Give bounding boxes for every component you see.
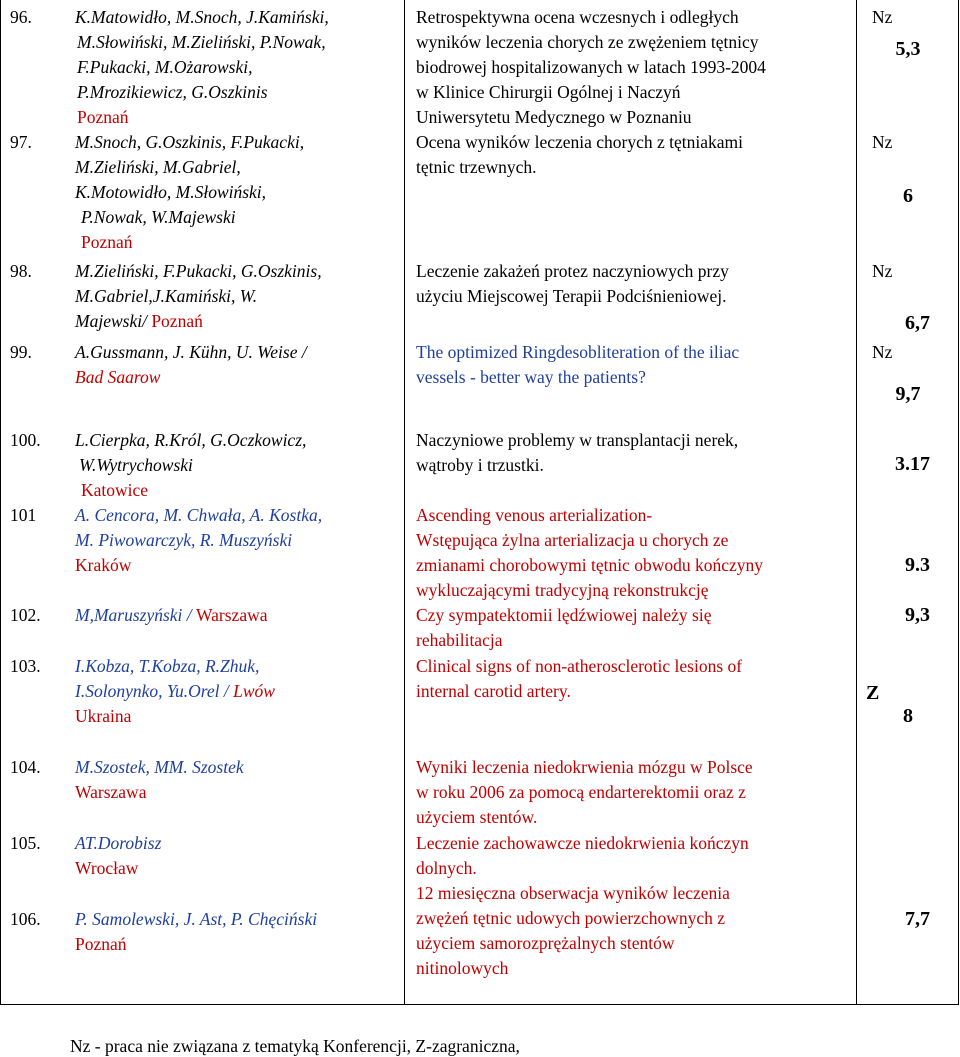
column-divider	[856, 0, 857, 1005]
row-number: 101	[10, 505, 37, 525]
score	[858, 907, 958, 932]
authors: A. Cencora, M. Chwała, A. Kostka, M. Piwowarczyk, R. Muszyński Kraków	[75, 503, 400, 578]
authors: P. Samolewski, J. Ast, P. Chęciński Poznań	[75, 907, 400, 957]
score	[858, 654, 958, 729]
score-value: 6,7	[905, 312, 930, 334]
score-value: 8	[903, 705, 913, 727]
location: Kraków	[75, 555, 132, 575]
paper-title: Ascending venous arterialization- Wstępująca żylna arterializacja u chorych ze zmianami chorobowymi tętnic obwodu kończyny wykluczającymi tradycyjną rekonstrukcję	[416, 505, 764, 600]
score-value: 7,7	[905, 908, 930, 930]
score	[858, 428, 958, 477]
location: Warszawa	[75, 782, 147, 802]
location: Wrocław	[75, 858, 139, 878]
footnote: Nz - praca nie związana z tematyką Konferencji, Z-zagraniczna,	[70, 1036, 520, 1056]
paper-title: Naczyniowe problemy w transplantacji nerek, wątroby i trzustki.	[416, 430, 739, 475]
category-tag: Nz	[872, 342, 893, 362]
row-number: 105.	[10, 833, 41, 853]
location: Warszawa	[196, 605, 268, 625]
row-number: 102.	[10, 605, 41, 625]
category-tag: Z	[866, 682, 880, 704]
location-country: Ukraina	[75, 706, 132, 726]
authors: M.Szostek, MM. Szostek Warszawa	[75, 755, 400, 805]
row-number: 103.	[10, 656, 41, 676]
score-value: 9.3	[905, 554, 930, 576]
location: Katowice	[81, 480, 149, 500]
row-number: 104.	[10, 757, 41, 777]
paper-title: Czy sympatektomii lędźwiowej należy się rehabilitacja	[416, 605, 712, 650]
score-value: 6	[903, 185, 913, 207]
category-tag: Nz	[872, 7, 893, 27]
table-border-bottom	[0, 1004, 959, 1005]
score	[858, 603, 958, 628]
paper-title: Wyniki leczenia niedokrwienia mózgu w Polsce w roku 2006 za pomocą endarterektomii oraz z użyciem stentów.	[416, 757, 753, 827]
authors: A.Gussmann, J. Kühn, U. Weise / Bad Saarow	[75, 340, 400, 390]
score	[858, 340, 958, 407]
location: Bad Saarow	[75, 367, 161, 387]
row-number: 96.	[10, 7, 32, 27]
authors: K.Matowidło, M.Snoch, J.Kamiński, M.Słowiński, M.Zieliński, P.Nowak, F.Pukacki, M.Ożarowski, P.Mrozikiewicz, G.Oszkinis Poznań	[75, 5, 400, 130]
authors: I.Kobza, T.Kobza, R.Zhuk, I.Solonynko, Yu.Orel / Lwów Ukraina	[75, 654, 400, 729]
row-number: 100.	[10, 430, 41, 450]
location: Poznań	[77, 107, 129, 127]
location: Poznań	[151, 311, 203, 331]
authors: M,Maruszyński / Warszawa	[75, 605, 268, 625]
paper-title: Clinical signs of non-atherosclerotic lesions of internal carotid artery.	[416, 656, 743, 701]
location: Lwów	[233, 681, 275, 701]
paper-title: The optimized Ringdesobliteration of the iliac vessels - better way the patients?	[416, 342, 740, 387]
row-number: 99.	[10, 342, 32, 362]
table-border-right	[958, 0, 959, 1005]
authors: M.Snoch, G.Oszkinis, F.Pukacki, M.Zieliński, M.Gabriel, K.Motowidło, M.Słowiński, P.Nowak, W.Majewski Poznań	[75, 130, 400, 255]
category-tag: Nz	[872, 261, 893, 281]
paper-title: 12 miesięczna obserwacja wyników leczenia zwężeń tętnic udowych powierzchownych z użyciem samorozprężalnych stentów nitinolowych	[416, 883, 730, 978]
row-number: 97.	[10, 132, 32, 152]
score-value: 3.17	[895, 453, 930, 475]
paper-title: Retrospektywna ocena wczesnych i odległych wyników leczenia chorych ze zwężeniem tętnicy biodrowej hospitalizowanych w latach 1993-2004 w Klinice Chirurgii Ogólnej i Naczyń Uniwersytetu Medycznego w Poznaniu	[416, 7, 766, 127]
table-border-left	[0, 0, 1, 1005]
score-value: 5,3	[895, 38, 921, 60]
score	[858, 259, 958, 336]
paper-title: Ocena wyników leczenia chorych z tętniakami tętnic trzewnych.	[416, 132, 744, 177]
paper-title: Leczenie zakażeń protez naczyniowych przy użyciu Miejscowej Terapii Podciśnieniowej.	[416, 261, 729, 306]
authors: L.Cierpka, R.Król, G.Oczkowicz, W.Wytrychowski Katowice	[75, 428, 400, 503]
column-divider	[404, 0, 405, 1005]
location: Poznań	[81, 232, 133, 252]
category-tag: Nz	[872, 132, 893, 152]
score-value: 9,3	[905, 604, 930, 626]
authors: M.Zieliński, F.Pukacki, G.Oszkinis, M.Gabriel,J.Kamiński, W. Majewski/ Poznań	[75, 261, 322, 331]
score	[858, 5, 958, 62]
score-value: 9,7	[895, 383, 921, 405]
score	[858, 503, 958, 578]
row-number: 106.	[10, 909, 41, 929]
location: Poznań	[75, 934, 127, 954]
score	[858, 130, 958, 209]
paper-title: Leczenie zachowawcze niedokrwienia kończyn dolnych.	[416, 833, 749, 878]
row-number: 98.	[10, 261, 32, 281]
authors: AT.Dorobisz Wrocław	[75, 831, 400, 881]
